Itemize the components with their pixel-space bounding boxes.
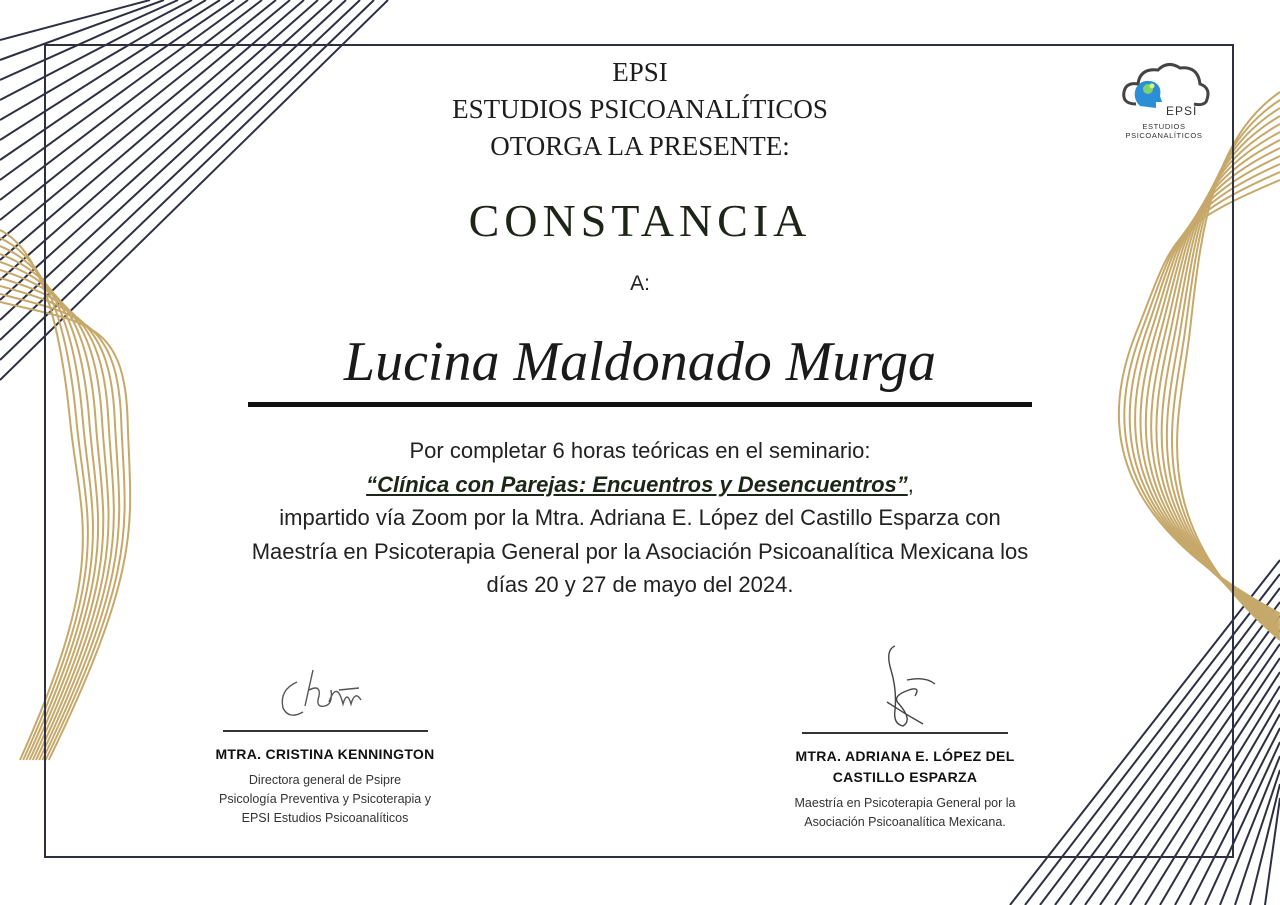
certificate-title: CONSTANCIA	[468, 195, 812, 246]
signatory-1-title: Directora general de Psipre Psicología Preventiva y Psicoterapia y EPSI Estudios Psicoanalíticos	[219, 773, 431, 825]
logo-subtitle: ESTUDIOS PSICOANALÍTICOS	[1125, 122, 1203, 140]
issuer-acronym: EPSI	[612, 57, 668, 87]
seminar-title: “Clínica con Parejas: Encuentros y Desencuentros”	[366, 471, 908, 497]
body-line-1: Por completar 6 horas teóricas en el seminario:	[409, 438, 871, 463]
issuer-name: ESTUDIOS PSICOANALÍTICOS	[452, 94, 828, 124]
recipient-name: Lucina Maldonado Murga	[343, 331, 937, 393]
body-line-4: Maestría en Psicoterapia General por la Asociación Psicoanalítica Mexicana los	[251, 538, 1029, 564]
body-line-3: impartido vía Zoom por la Mtra. Adriana E. López del Castillo Esparza con	[279, 505, 1001, 530]
recipient-underline	[248, 402, 1032, 407]
signatory-block-1	[190, 660, 460, 828]
signatory-2-name: MTRA. ADRIANA E. LÓPEZ DEL CASTILLO ESPARZA	[795, 748, 1015, 785]
signatory-1-name: MTRA. CRISTINA KENNINGTON	[215, 746, 435, 762]
signature-line-2	[802, 732, 1008, 734]
signature-1-image	[255, 660, 395, 730]
to-label: A:	[630, 272, 650, 295]
signature-line-1	[223, 730, 428, 732]
seminar-suffix: ,	[907, 471, 914, 497]
issuer-header	[0, 54, 1280, 165]
signatory-block-2	[765, 640, 1045, 832]
signatory-2-title: Maestría en Psicoterapia General por la Asociación Psicoanalítica Mexicana.	[794, 796, 1016, 829]
seminar-line	[200, 468, 1080, 502]
body-line-5: días 20 y 27 de mayo del 2024.	[486, 572, 794, 597]
signature-2-image	[835, 640, 975, 732]
issuer-statement: OTORGA LA PRESENTE:	[490, 131, 790, 161]
certificate-body	[200, 434, 1080, 602]
logo-acronym: EPSI	[1166, 104, 1198, 118]
